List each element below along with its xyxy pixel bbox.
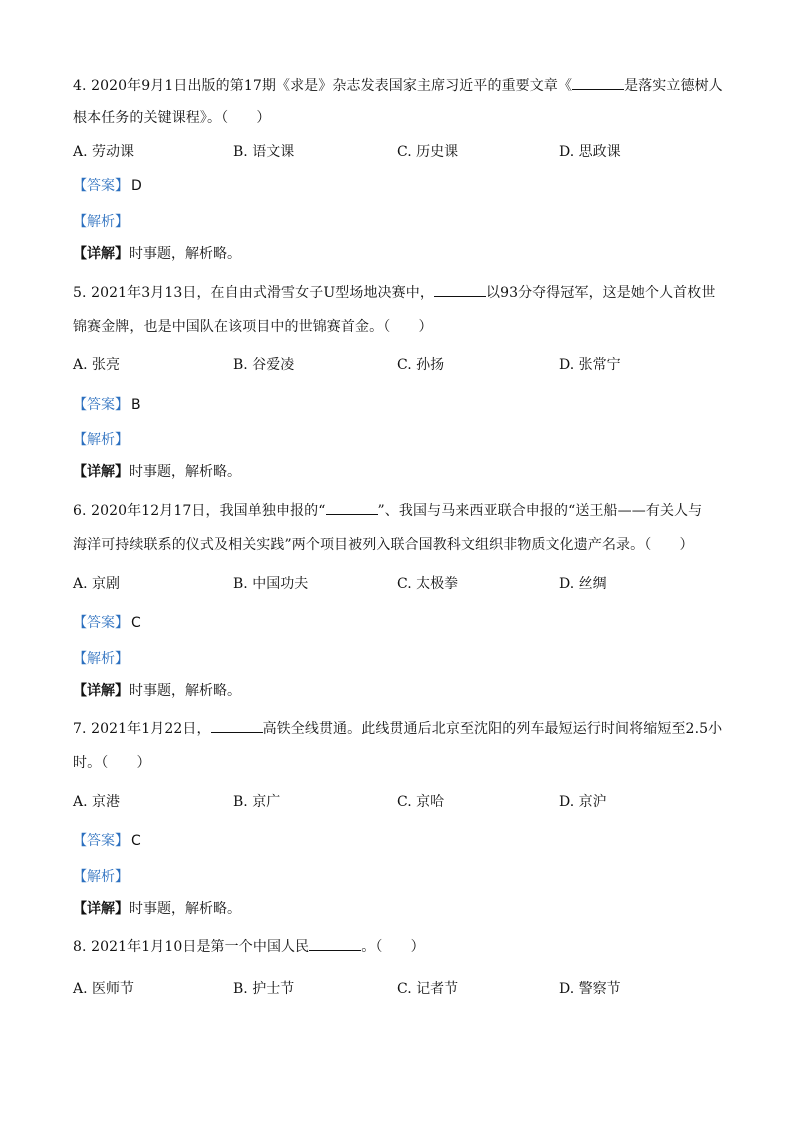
answer-value: B (131, 397, 141, 413)
question-4-line-2: 根本任务的关键课程》。（ ） (73, 110, 271, 126)
detail-line (73, 463, 733, 481)
option-a: A. 医师节 (73, 981, 135, 997)
detail-label: 【详解】 (73, 246, 129, 262)
detail-text: 时事题，解析略。 (129, 901, 241, 917)
answer-value: D (131, 178, 142, 194)
answer-line (73, 396, 733, 414)
answer-line (73, 177, 733, 195)
question-6-line-1 (73, 500, 733, 520)
answer-label: 【答案】 (73, 615, 129, 631)
question-5-line-2: 锦赛金牌，也是中国队在该项目中的世锦赛首金。（ ） (73, 319, 433, 335)
answer-label: 【答案】 (73, 178, 129, 194)
detail-line (73, 682, 733, 700)
detail-label: 【详解】 (73, 464, 129, 480)
question-7-text-start: 7. 2021年1月22日， (73, 721, 211, 737)
option-a: A. 劳动课 (73, 144, 135, 160)
detail-text: 时事题，解析略。 (129, 464, 241, 480)
option-c: C. 历史课 (397, 144, 459, 160)
option-d: D. 张常宁 (559, 357, 621, 373)
question-4-line-1 (73, 75, 733, 95)
question-8-blank (309, 936, 361, 951)
question-4-blank (572, 75, 624, 90)
option-d: D. 思政课 (559, 144, 621, 160)
question-7-blank (211, 718, 263, 733)
option-d: D. 警察节 (559, 981, 621, 997)
answer-line (73, 614, 733, 632)
question-7-text-end: 高铁全线贯通。此线贯通后北京至沈阳的列车最短运行时间将缩短至2.5小 (262, 721, 723, 737)
question-6-options (73, 573, 733, 591)
detail-line (73, 245, 733, 263)
question-6-text-end: ”、我国与马来西亚联合申报的“送王船——有关人与 (377, 503, 703, 519)
option-b: B. 中国功夫 (233, 576, 309, 592)
question-6-text-start: 6. 2020年12月17日，我国单独申报的“ (73, 503, 326, 519)
question-6-line-2: 海洋可持续联系的仪式及相关实践”两个项目被列入联合国教科文组织非物质文化遗产名录。（ ） (73, 537, 694, 553)
detail-text: 时事题，解析略。 (129, 683, 241, 699)
question-5-options (73, 354, 733, 372)
detail-text: 时事题，解析略。 (129, 246, 241, 262)
option-d: D. 丝绸 (559, 576, 607, 592)
detail-line (73, 900, 733, 918)
question-6-blank (326, 500, 378, 515)
option-b: B. 护士节 (233, 981, 295, 997)
option-b: B. 京广 (233, 794, 281, 810)
option-c: C. 太极拳 (397, 576, 459, 592)
answer-value: C (131, 615, 141, 631)
option-a: A. 京港 (73, 794, 121, 810)
question-8-options (73, 978, 733, 996)
question-7-line-2: 时。（ ） (73, 755, 151, 771)
option-b: B. 语文课 (233, 144, 295, 160)
answer-value: C (131, 833, 141, 849)
answer-line (73, 832, 733, 850)
question-4-text-start: 4. 2020年9月1日出版的第17期《求是》杂志发表国家主席习近平的重要文章《 (73, 78, 573, 94)
question-5-text-start: 5. 2021年3月13日，在自由式滑雪女子U型场地决赛中， (73, 285, 434, 301)
question-7-line-1 (73, 718, 733, 738)
question-4-text-end: 是落实立德树人 (624, 78, 723, 94)
question-7-options (73, 791, 733, 809)
option-c: C. 孙扬 (397, 357, 445, 373)
analysis-label: 【解析】 (73, 432, 129, 448)
option-d: D. 京沪 (559, 794, 607, 810)
answer-label: 【答案】 (73, 397, 129, 413)
question-8-text-end: 。（ ） (361, 939, 425, 955)
answer-label: 【答案】 (73, 833, 129, 849)
analysis-label: 【解析】 (73, 214, 129, 230)
option-c: C. 记者节 (397, 981, 459, 997)
analysis-label: 【解析】 (73, 869, 129, 885)
question-5-line-1 (73, 282, 733, 302)
question-5-text-end: 以93分夺得冠军，这是她个人首枚世 (485, 285, 716, 301)
option-c: C. 京哈 (397, 794, 445, 810)
analysis-label: 【解析】 (73, 651, 129, 667)
detail-label: 【详解】 (73, 901, 129, 917)
detail-label: 【详解】 (73, 683, 129, 699)
question-8-text-start: 8. 2021年1月10日是第一个中国人民 (73, 939, 310, 955)
option-a: A. 张亮 (73, 357, 121, 373)
question-8-line-1 (73, 936, 733, 956)
option-b: B. 谷爱凌 (233, 357, 295, 373)
question-5-blank (434, 282, 486, 297)
option-a: A. 京剧 (73, 576, 121, 592)
question-4-options (73, 141, 733, 159)
